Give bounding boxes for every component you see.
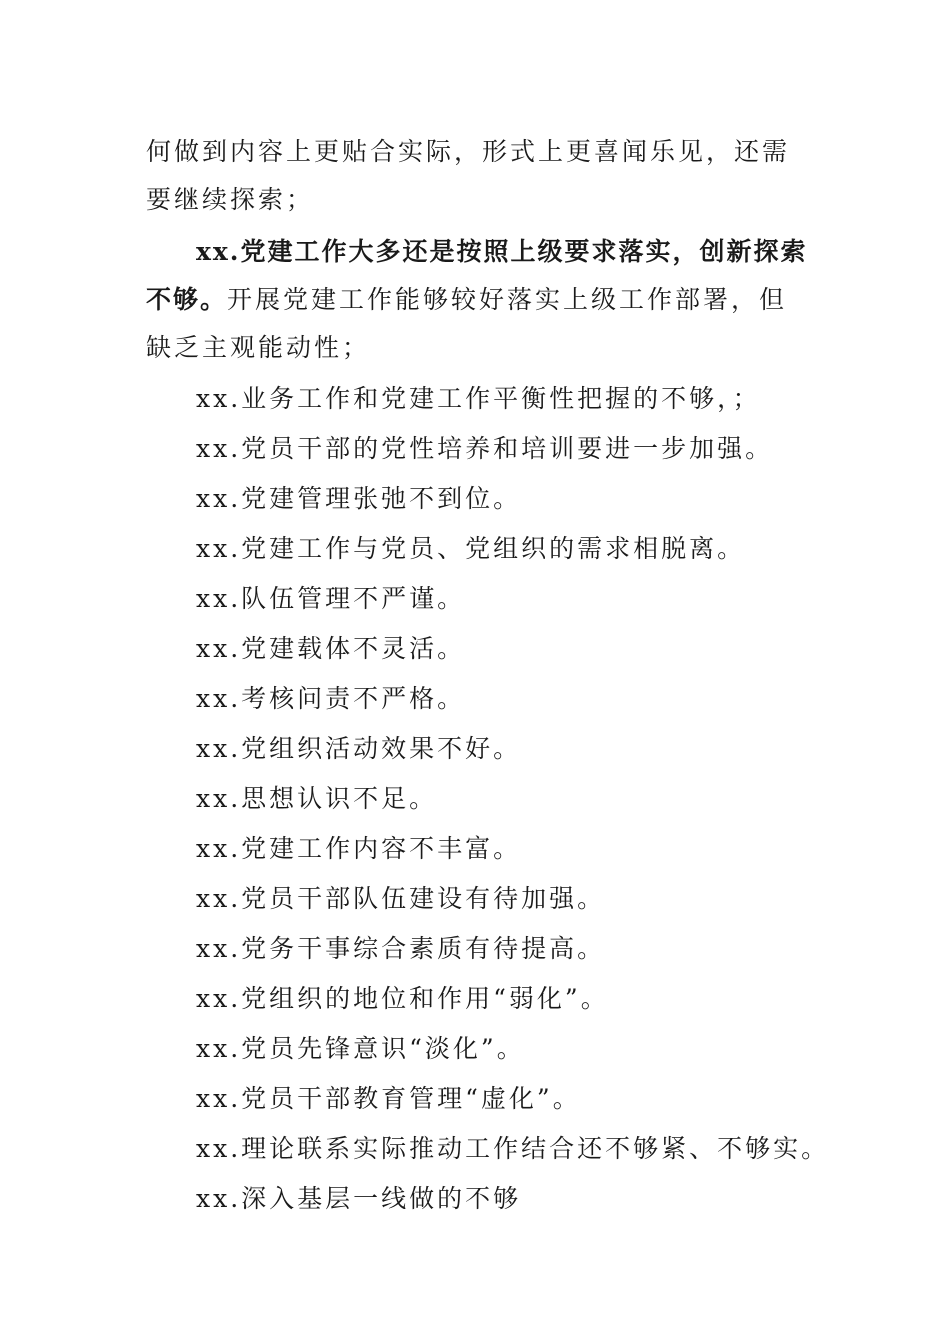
list-item: xx.理论联系实际推动工作结合还不够紧、不够实。 bbox=[196, 1134, 830, 1163]
bold-paragraph-body: 开展党建工作能够较好落实上级工作部署，但缺乏主观能动性； bbox=[146, 285, 788, 362]
list-item: xx.队伍管理不严谨。 bbox=[196, 584, 466, 613]
list-item: xx.思想认识不足。 bbox=[196, 784, 438, 813]
list-item: xx.党员干部教育管理“虚化”。 bbox=[196, 1084, 581, 1113]
intro-paragraph: 何做到内容上更贴合实际，形式上更喜闻乐见，还需要继续探索； bbox=[146, 137, 791, 214]
list-item: xx.党员先锋意识“淡化”。 bbox=[196, 1034, 525, 1063]
list-item: xx.党建管理张弛不到位。 bbox=[196, 484, 522, 513]
list-item: xx.党务干事综合素质有待提高。 bbox=[196, 934, 606, 963]
list-item: xx.党建载体不灵活。 bbox=[196, 634, 466, 663]
bold-paragraph bbox=[146, 228, 810, 372]
list-item: xx.党员干部队伍建设有待加强。 bbox=[196, 884, 606, 913]
list-item: xx.党组织的地位和作用“弱化”。 bbox=[196, 984, 609, 1013]
list-item: xx.党建工作内容不丰富。 bbox=[196, 834, 522, 863]
document-page bbox=[146, 128, 830, 1224]
bold-heading: xx.党建工作大多还是按照上级要求落实，创新探索不够。 bbox=[146, 237, 808, 314]
list-item: xx.考核问责不严格。 bbox=[196, 684, 466, 713]
list-item: xx.深入基层一线做的不够 bbox=[196, 1184, 522, 1213]
list-item: xx.党建工作与党员、党组织的需求相脱离。 bbox=[196, 534, 746, 563]
list-item: xx.党员干部的党性培养和培训要进一步加强。 bbox=[196, 434, 774, 463]
list-item: xx.业务工作和党建工作平衡性把握的不够，； bbox=[196, 384, 761, 413]
list-item: xx.党组织活动效果不好。 bbox=[196, 734, 522, 763]
